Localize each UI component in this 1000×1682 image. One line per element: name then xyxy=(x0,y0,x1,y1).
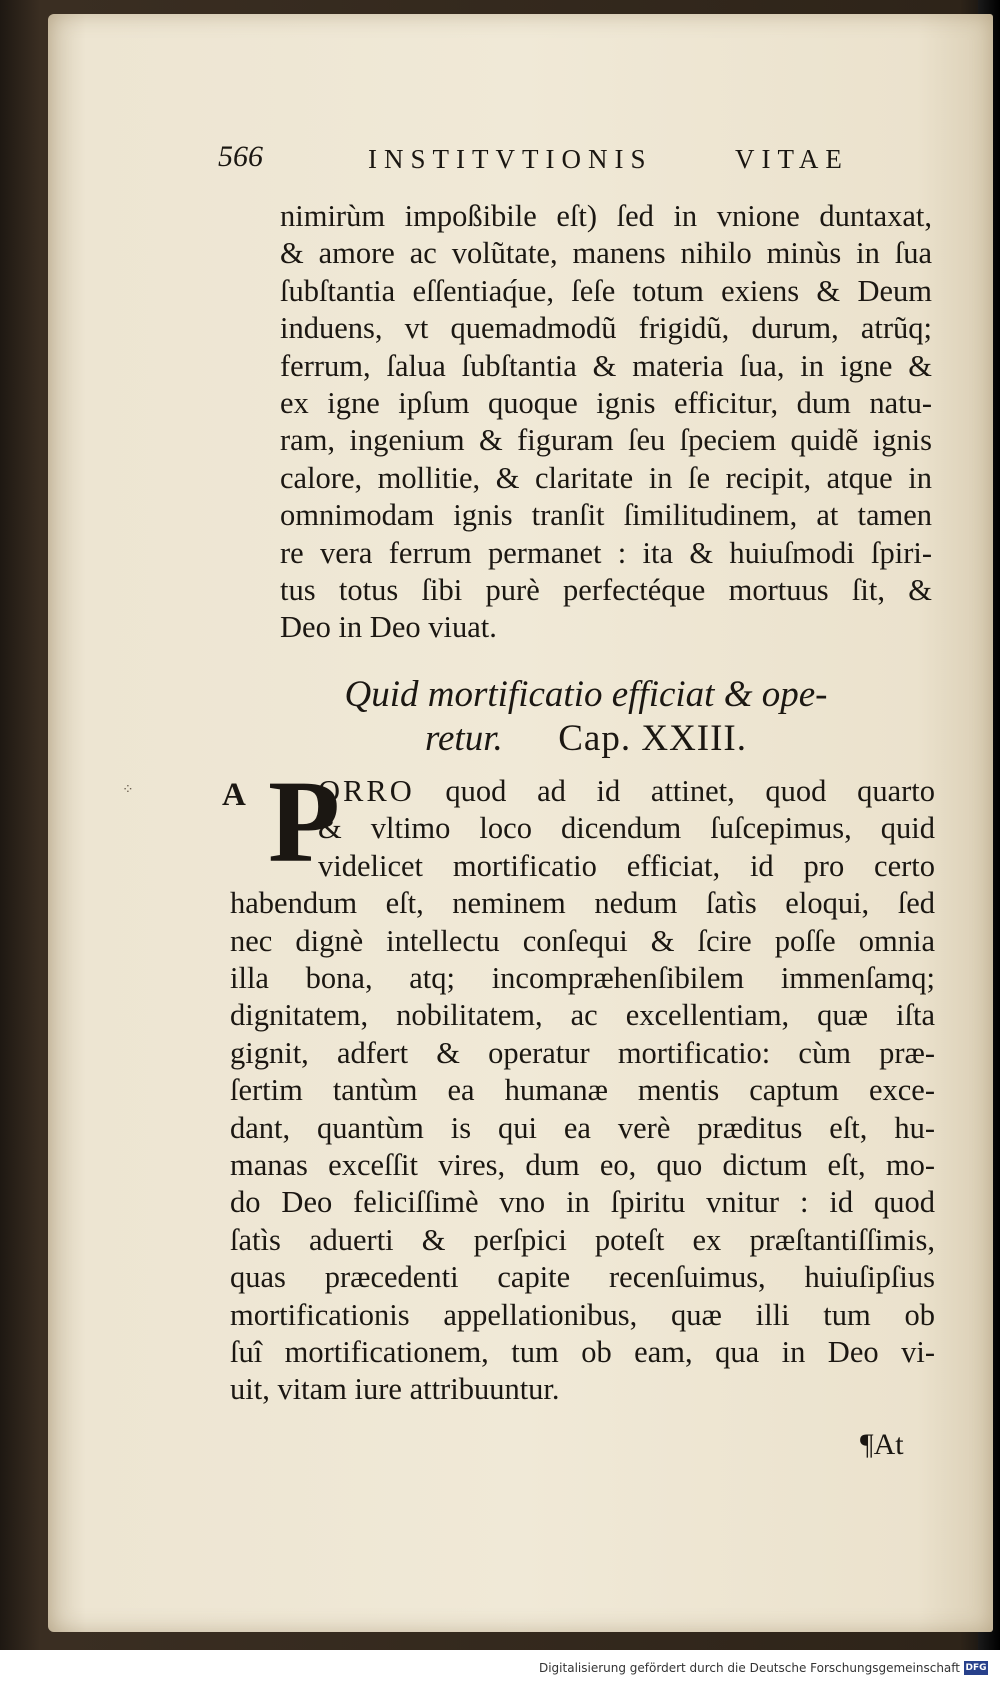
footer-bar xyxy=(0,1650,1000,1682)
text-line: mortificationis appellationibus, quæ illi tum ob xyxy=(230,1297,935,1332)
running-head-title-2: VITAE xyxy=(735,144,849,174)
text-line: & vltimo loco dicendum ſuſcepimus, quid xyxy=(318,811,935,846)
paragraph-2 xyxy=(222,755,936,1409)
text-line: illa bona, atq; incompræhenſibilem immenſamq; xyxy=(230,960,935,995)
text-line: uit, vitam iure attribuuntur. xyxy=(230,1372,560,1407)
chapter-heading-line-1: Quid mortificatio efficiat & ope- xyxy=(344,673,828,715)
text-line-rest: quod ad id attinet, quod quarto xyxy=(445,773,936,808)
opening-word: ORRO xyxy=(318,773,415,808)
chapter-number: Cap. XXIII. xyxy=(558,717,748,759)
signature-mark: A xyxy=(222,776,246,813)
text-line: do Deo feliciſſimè vno in ſpiritu vnitur : id quod xyxy=(230,1185,935,1220)
text-line: re vera ferrum permanet : ita & huiuſmodi ſpiri- xyxy=(280,535,932,570)
dfg-logo[interactable]: DFG xyxy=(965,1663,987,1673)
text-line: ſertim tantùm ea humanæ mentis captum exce- xyxy=(230,1073,935,1108)
text-line: quas præcedenti capite recenſuimus, huiuſipſius xyxy=(230,1260,935,1295)
running-head xyxy=(218,140,942,190)
text-line: tus totus ſibi purè perfectéque mortuus ſit, & xyxy=(280,573,932,608)
text-block xyxy=(218,140,942,1409)
text-line: ſuî mortificationem, tum ob eam, qua in Deo vi- xyxy=(230,1334,935,1369)
text-line: habendum eſt, neminem nedum ſatìs eloqui, ſed xyxy=(230,886,935,921)
text-line: & amore ac volũtate, manens nihilo minùs in ſua xyxy=(280,236,932,271)
text-line: nimirùm impoßibile eſt) ſed in vnione duntaxat, xyxy=(280,199,932,233)
text-line: Deo in Deo viuat. xyxy=(280,610,497,645)
text-line: dignitatem, nobilitatem, ac excellentiam, quæ iſta xyxy=(230,998,935,1033)
chapter-heading xyxy=(230,673,942,761)
margin-mark: ⁘ xyxy=(122,782,134,798)
text-line: nec dignè intellectu conſequi & ſcire poſſe omnia xyxy=(230,923,935,958)
page-number: 566 xyxy=(218,140,263,173)
text-line: ram, ingenium & figuram ſeu ſpeciem quidẽ ignis xyxy=(280,423,932,458)
drop-cap: P xyxy=(268,755,341,887)
text-line: omnimodam ignis tranſit ſimilitudinem, at tamen xyxy=(280,498,932,533)
text-line: ex igne ipſum quoque ignis efficitur, dum natu- xyxy=(280,386,932,421)
catchword: ¶At xyxy=(860,1428,904,1461)
text-line: gignit, adfert & operatur mortificatio: cùm præ- xyxy=(230,1035,935,1070)
running-head-title: INSTITVTIONIS xyxy=(368,144,653,174)
text-line: ferrum, ſalua ſubſtantia & materia ſua, in igne & xyxy=(280,348,932,383)
text-line: manas exceſſit vires, dum eo, quo dictum eſt, mo- xyxy=(230,1147,935,1182)
text-line: ſatìs aduerti & perſpici poteſt ex præſtantiſſimis, xyxy=(230,1222,935,1257)
chapter-heading-line-2 xyxy=(230,717,942,761)
paragraph-1 xyxy=(280,198,932,647)
text-line: calore, mollitie, & claritate in ſe recipit, atque in xyxy=(280,460,932,495)
text-line: ſubſtantia eſſentiaq́ue, ſeſe totum exiens & Deum xyxy=(280,273,932,308)
text-line: dant, quantùm is qui ea verè præditus eſt, hu- xyxy=(230,1110,935,1145)
chapter-heading-word: retur. xyxy=(424,717,503,759)
text-line: videlicet mortificatio efficiat, id pro certo xyxy=(318,848,935,883)
footer-credit: Digitalisierung gefördert durch die Deutsche Forschungsgemeinschaft xyxy=(538,1661,960,1675)
text-line: induens, vt quemadmodũ frigidũ, durum, atrũq; xyxy=(280,311,932,346)
